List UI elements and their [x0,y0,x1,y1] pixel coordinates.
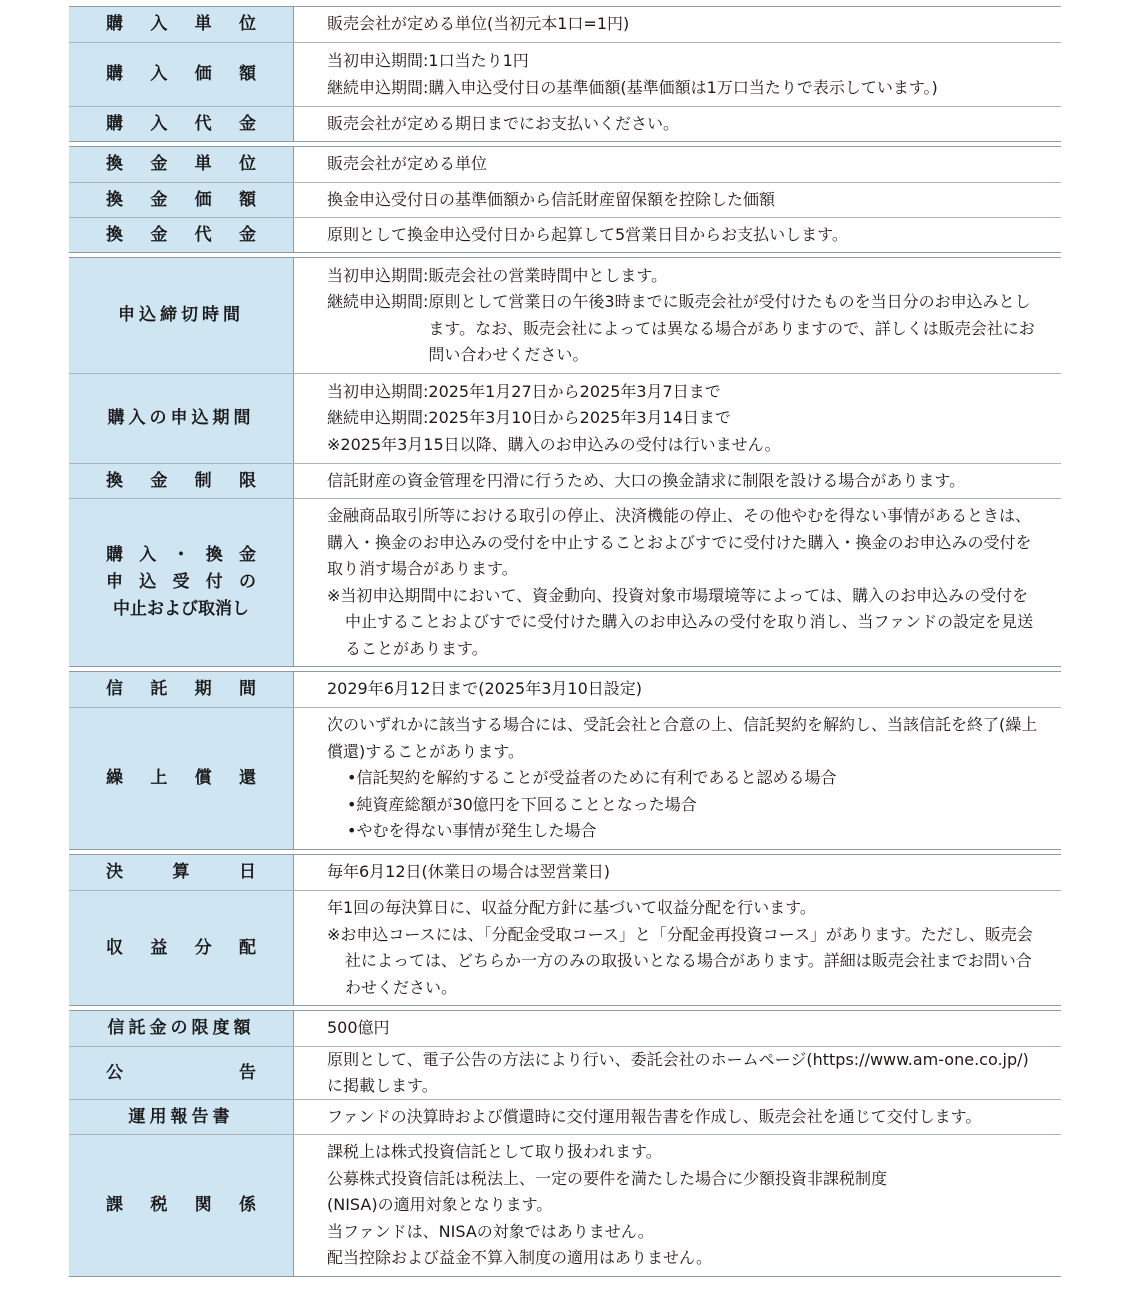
label-char: 入 [150,14,168,34]
content-hanging [327,289,1041,369]
row-content [294,499,1061,666]
content-line: 販売会社が定める単位 [327,154,488,174]
row-label [69,218,294,252]
label-char: 代 [194,113,212,134]
row-label-text: 申込締切時間 [118,305,244,325]
row-content [294,891,1061,1005]
bullet-item: •信託契約を解約することが受益者のために有利であると認める場合 [347,768,837,788]
label-char: 額 [238,189,256,210]
row-content [294,218,1061,252]
label-char: 込 [139,572,157,592]
label-char: 算 [172,862,190,882]
label-char: 購 [106,64,123,84]
table-row [69,106,1061,141]
label-char: 換 [106,470,123,491]
row-label-text: 運用報告書 [128,1106,234,1127]
label-char: 金 [150,224,168,245]
label-char: 価 [194,64,212,84]
label-char: 収 [106,937,123,958]
content-line: ※2025年3月15日以降、購入のお申込みの受付は行いません。 [327,434,781,454]
row-label-text [106,11,256,38]
label-char: ・ [172,545,190,565]
label-char: 金 [238,224,256,245]
content-body: 原則として営業日の午後3時までに販売会社が受付けたものを当日分のお申込みとします。なお、販売会社によっては異なる場合がありますので、詳しくは販売会社にお問い合わせください。 [428,292,1035,364]
row-content [294,258,1061,373]
label-char: 金 [239,545,256,565]
row-label [69,499,294,666]
label-char: 限 [238,470,256,491]
row-label-text [106,151,256,178]
row-label-text [106,111,256,138]
content-line: 販売会社が定める期日までにお支払いください。 [327,113,680,133]
label-char: 還 [238,768,256,788]
content-note: ※当初申込期間中において、資金動向、投資対象市場環境等によっては、購入のお申込みの受付を中止することおよびすでに受付けた購入のお申込みの受付を取り消し、当ファンドの設定を見送ることがあります。 [327,585,1034,658]
label-char: 日 [239,862,256,882]
table-row [69,258,1061,373]
row-label [69,258,294,373]
row-label-text [106,859,256,886]
row-label-text [106,61,256,88]
label-char: 係 [238,1195,256,1215]
table-row [69,672,1061,707]
content-line: 原則として換金申込受付日から起算して5営業日目からお支払いします。 [327,224,848,244]
content-line: 毎年6月12日(休業日の場合は翌営業日) [327,862,611,882]
row-content [294,7,1061,42]
content-line: 信託財産の資金管理を円滑に行うため、大口の換金請求に制限を設ける場合があります。 [327,470,966,490]
table-row [69,217,1061,252]
bullet-item: •やむを得ない事情が発生した場合 [347,821,597,841]
label-char: 購 [106,14,123,34]
table-row [69,7,1061,42]
row-content [294,464,1061,498]
bullet-item: •純資産総額が30億円を下回ることとなった場合 [347,794,697,814]
label-char: 換 [106,189,123,210]
label-char: 位 [238,154,256,174]
content-note: ※お申込コースには、「分配金受取コース」と「分配金再投資コース」があります。ただし、販売会社によっては、どちらか一方のみの取扱いとなる場合があります。詳細は販売会社までお問い合わせください。 [327,924,1033,997]
content-line: 換金申込受付日の基準価額から信託財産留保額を控除した価額 [327,189,776,209]
label-char: 受 [172,572,190,592]
table-row [69,1046,1061,1099]
label-char: 付 [205,572,223,592]
label-char: 入 [150,64,168,84]
label-char: 決 [106,862,123,882]
content-line: (NISA)の適用対象となります。 [327,1195,553,1215]
row-content [294,1047,1061,1099]
label-char: 換 [205,545,223,565]
row-label [69,1135,294,1276]
row-label-text [106,1060,256,1087]
row-label [69,708,294,849]
row-label [69,855,294,890]
table-group [69,671,1061,850]
row-label-text [106,935,256,962]
row-label [69,1047,294,1099]
label-char: 中止および取消し [113,599,249,619]
row-label-text [106,765,256,792]
label-char: 信 [106,679,123,699]
content-line: 継続申込期間:2025年3月10日から2025年3月14日まで [327,408,731,428]
row-label [69,374,294,463]
row-content [294,147,1061,182]
table-group [69,257,1061,667]
table-row [69,147,1061,182]
label-char: 期 [194,679,212,699]
row-content [294,855,1061,890]
label-char: 間 [238,679,256,699]
content-paragraph: 次のいずれかに該当する場合には、受託会社と合意の上、信託契約を解約し、当該信託を終了(繰上償還)することがあります。 [327,715,1038,761]
label-char: 金 [238,113,256,134]
label-char: 換 [106,224,123,245]
table-group [69,854,1061,1006]
table-row [69,890,1061,1005]
content-line: 当初申込期間:1口当たり1円 [327,51,529,70]
table-group [69,1010,1061,1277]
label-char: 償 [194,768,212,788]
label-char: 課 [106,1195,123,1215]
label-char: 配 [238,937,256,958]
label-char: 関 [194,1195,212,1215]
label-char: 益 [150,937,168,958]
row-label-text [106,676,256,703]
label-char: 購 [106,545,123,565]
row-label [69,672,294,707]
label-char: 上 [150,768,168,788]
content-paragraph: 原則として、電子公告の方法により行い、委託会社のホームページ(https://www.am-one.co.jp/)に掲載します。 [327,1049,1029,1095]
content-line: 販売会社が定める単位(当初元本1口=1円) [327,14,630,34]
label-char: 告 [239,1062,256,1083]
label-char: 位 [238,14,256,34]
row-content [294,1135,1061,1276]
content-paragraph: 金融商品取引所等における取引の停止、決済機能の停止、その他やむを得ない事情があるときは、購入・換金のお申込みの受付を中止することおよびすでに受付けた購入・換金のお申込みの受付を取り消す場合があります。 [327,506,1032,578]
table-row [69,707,1061,849]
label-char: 税 [150,1195,168,1215]
content-line: 公募株式投資信託は税法上、一定の要件を満たした場合に少額投資非課税制度 [327,1168,888,1188]
table-row [69,1134,1061,1276]
table-row [69,463,1061,498]
row-label [69,107,294,141]
row-label-text [106,542,256,623]
label-line [106,542,256,569]
row-content [294,43,1061,106]
content-line: 継続申込期間:購入申込受付日の基準価額(基準価額は1万口当たりで表示しています。) [327,77,938,97]
row-label [69,891,294,1005]
row-label-text [106,1192,256,1219]
table-group [69,146,1061,253]
label-char: 代 [194,224,212,245]
label-char: 公 [106,1062,123,1083]
row-label [69,7,294,42]
table-row [69,1099,1061,1134]
table-row [69,373,1061,463]
label-char: 換 [106,154,123,174]
label-char: 購 [106,113,123,134]
table-group [69,6,1061,142]
label-char: 金 [150,189,168,210]
label-char: 託 [150,679,168,699]
row-label [69,464,294,498]
label-char: 価 [194,189,212,210]
row-content [294,183,1061,217]
label-char: 制 [194,470,212,491]
content-line: 当初申込期間:2025年1月27日から2025年3月7日まで [327,381,721,401]
table-row [69,498,1061,666]
row-content [294,1100,1061,1134]
label-char: 単 [194,14,212,34]
row-label [69,147,294,182]
table-row [69,42,1061,106]
label-char: 繰 [106,768,123,788]
row-label-text: 信託金の限度額 [107,1018,255,1038]
label-char: 金 [150,154,168,174]
label-line [106,596,256,623]
row-content [294,672,1061,707]
content-line: 500億円 [327,1018,390,1038]
row-label [69,43,294,106]
row-label-text [106,222,256,249]
content-line: 当初申込期間:販売会社の営業時間中とします。 [327,265,668,285]
label-char: 単 [194,154,212,174]
label-char: 金 [150,470,168,491]
table-row [69,182,1061,217]
row-content [294,107,1061,141]
content-line: ファンドの決算時および償還時に交付運用報告書を作成し、販売会社を通じて交付します。 [327,1106,982,1126]
row-content [294,708,1061,849]
label-line [106,569,256,596]
content-lead: 継続申込期間: [327,292,429,311]
label-char: 額 [238,64,256,84]
row-content [294,374,1061,463]
fund-terms-table [69,6,1061,1277]
content-line: 当ファンドは、NISAの対象ではありません。 [327,1221,654,1241]
label-char: 入 [150,113,168,134]
content-paragraph: 年1回の毎決算日に、収益分配方針に基づいて収益分配を行います。 [327,898,816,917]
table-row [69,855,1061,890]
row-label [69,1011,294,1046]
row-content [294,1011,1061,1046]
label-char: 申 [106,572,123,592]
content-line: 課税上は株式投資信託として取り扱われます。 [327,1142,662,1162]
content-line: 2029年6月12日まで(2025年3月10日設定) [327,679,643,699]
row-label-text [106,468,256,495]
row-label [69,183,294,217]
content-line: 配当控除および益金不算入制度の適用はありません。 [327,1248,712,1268]
row-label-text [106,187,256,214]
table-row [69,1011,1061,1046]
row-label [69,1100,294,1134]
label-char: の [239,572,256,592]
row-label-text: 購入の申込期間 [107,408,255,428]
label-char: 入 [139,545,157,565]
label-char: 分 [194,937,212,958]
